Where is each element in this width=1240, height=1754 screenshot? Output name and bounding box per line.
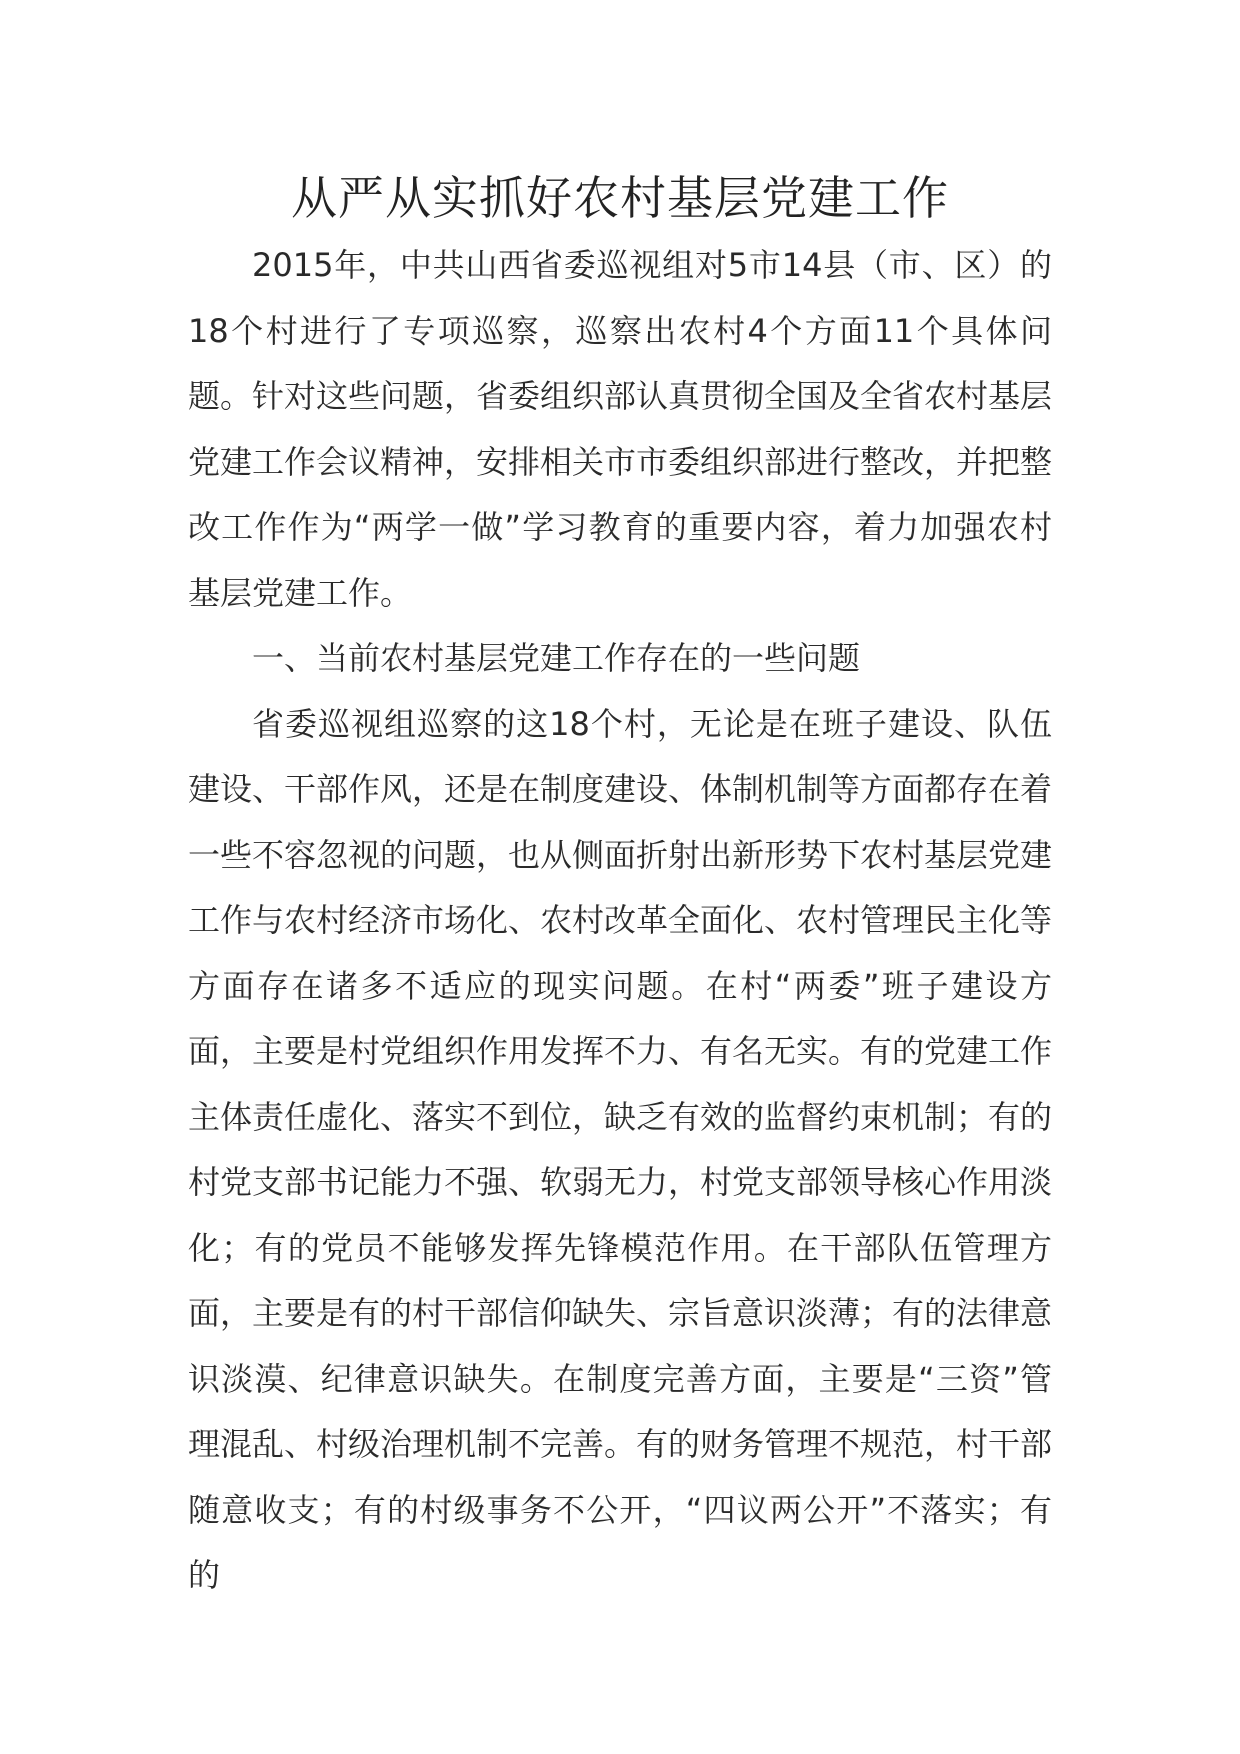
document-body: [188, 163, 1052, 1609]
paragraph-intro: 2015年，中共山西省委巡视组对5市14县（市、区）的18个村进行了专项巡察，巡察出农村4个方面11个具体问题。针对这些问题，省委组织部认真贯彻全国及全省农村基层党建工作会议精神，安排相关市市委组织部进行整改，并把整改工作作为“两学一做”学习教育的重要内容，着力加强农村基层党建工作。: [188, 246, 1053, 612]
section-heading-problems: 一、当前农村基层党建工作存在的一些问题: [252, 639, 861, 677]
paragraph-problems: 省委巡视组巡察的这18个村，无论是在班子建设、队伍建设、干部作风，还是在制度建设、体制机制等方面都存在着一些不容忽视的问题，也从侧面折射出新形势下农村基层党建工作与农村经济市场化、农村改革全面化、农村管理民主化等方面存在诸多不适应的现实问题。在村“两委”班子建设方面，主要是村党组织作用发挥不力、有名无实。有的党建工作主体责任虚化、落实不到位，缺乏有效的监督约束机制；有的村党支部书记能力不强、软弱无力，村党支部领导核心作用淡化；有的党员不能够发挥先锋模范作用。在干部队伍管理方面，主要是有的村干部信仰缺失、宗旨意识淡薄；有的法律意识淡漠、纪律意识缺失。在制度完善方面，主要是“三资”管理混乱、村级治理机制不完善。有的财务管理不规范，村干部随意收支；有的村级事务不公开，“四议两公开”不落实；有的: [188, 704, 1053, 1594]
document-title: 从严从实抓好农村基层党建工作: [291, 171, 949, 225]
